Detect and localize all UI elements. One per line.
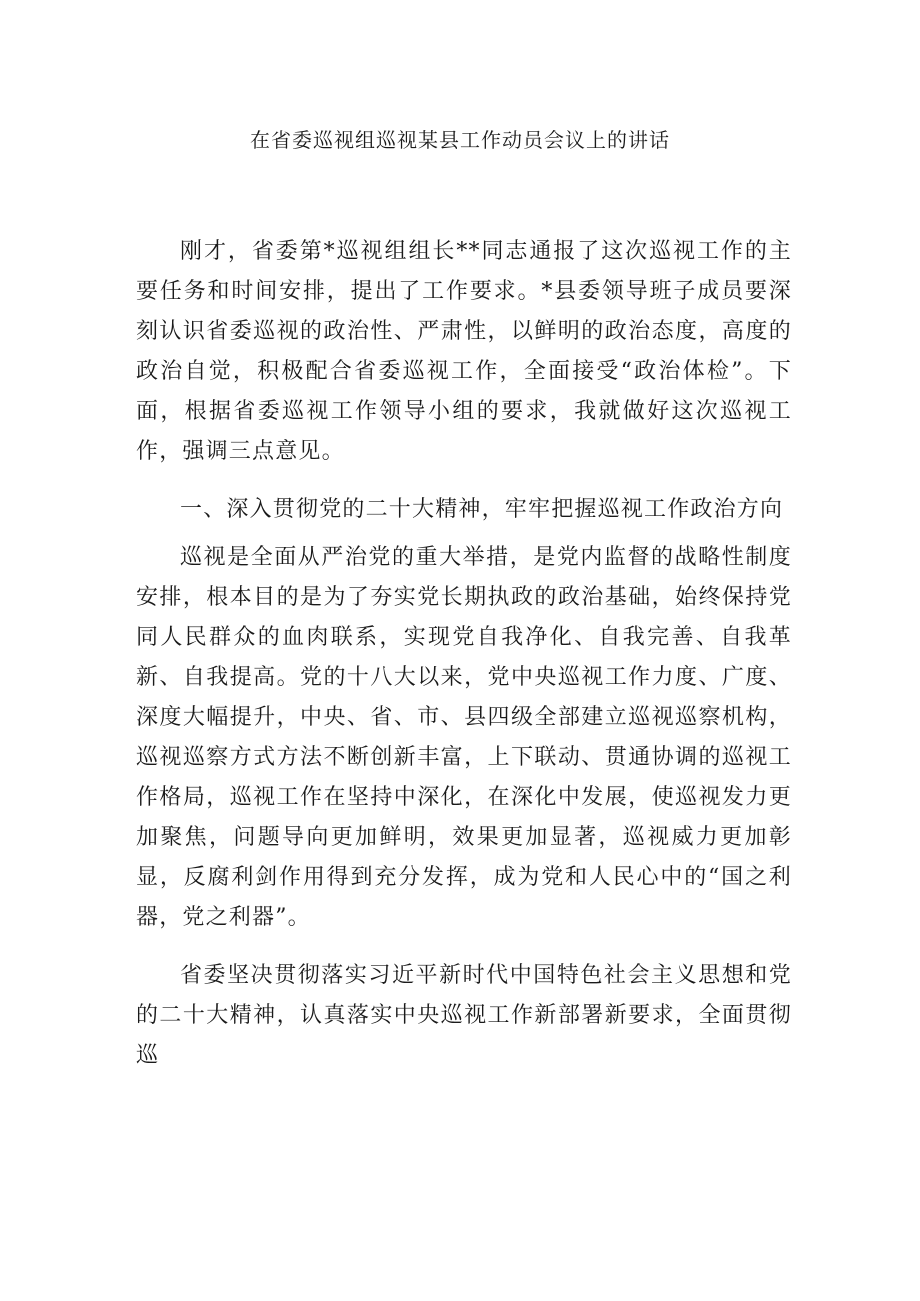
document-title: 在省委巡视组巡视某县工作动员会议上的讲话 xyxy=(250,128,670,152)
paragraph-inspection-overview: 巡视是全面从严治党的重大举措，是党内监督的战略性制度安排，根本目的是为了夯实党长期执政的政治基础，始终保持党同人民群众的血肉联系，实现党自我净化、自我完善、自我革新、自我提高。党的十八大以来，党中央巡视工作力度、广度、深度大幅提升，中央、省、市、县四级全部建立巡视巡察机构，巡视巡察方式方法不断创新丰富，上下联动、贯通协调的巡视工作格局，巡视工作在坚持中深化，在深化中发展，使巡视发力更加聚焦，问题导向更加鲜明，效果更加显著，巡视威力更加彰显，反腐利剑作用得到充分发挥，成为党和人民心中的“国之利器，党之利器”。 xyxy=(136,545,792,930)
paragraph-provincial-committee: 省委坚决贯彻落实习近平新时代中国特色社会主义思想和党的二十大精神，认真落实中央巡视工作新部署新要求，全面贯彻巡 xyxy=(136,963,792,1068)
paragraph-opening: 刚才，省委第*巡视组组长**同志通报了这次巡视工作的主要任务和时间安排，提出了工作要求。*县委领导班子成员要深刻认识省委巡视的政治性、严肃性，以鲜明的政治态度，高度的政治自觉，积极配合省委巡视工作，全面接受“政治体检”。下面，根据省委巡视工作领导小组的要求，我就做好这次巡视工作，强调三点意见。 xyxy=(136,239,792,464)
document-body xyxy=(136,232,792,1094)
section-heading-one: 一、深入贯彻党的二十大精神，牢牢把握巡视工作政治方向 xyxy=(180,497,784,522)
